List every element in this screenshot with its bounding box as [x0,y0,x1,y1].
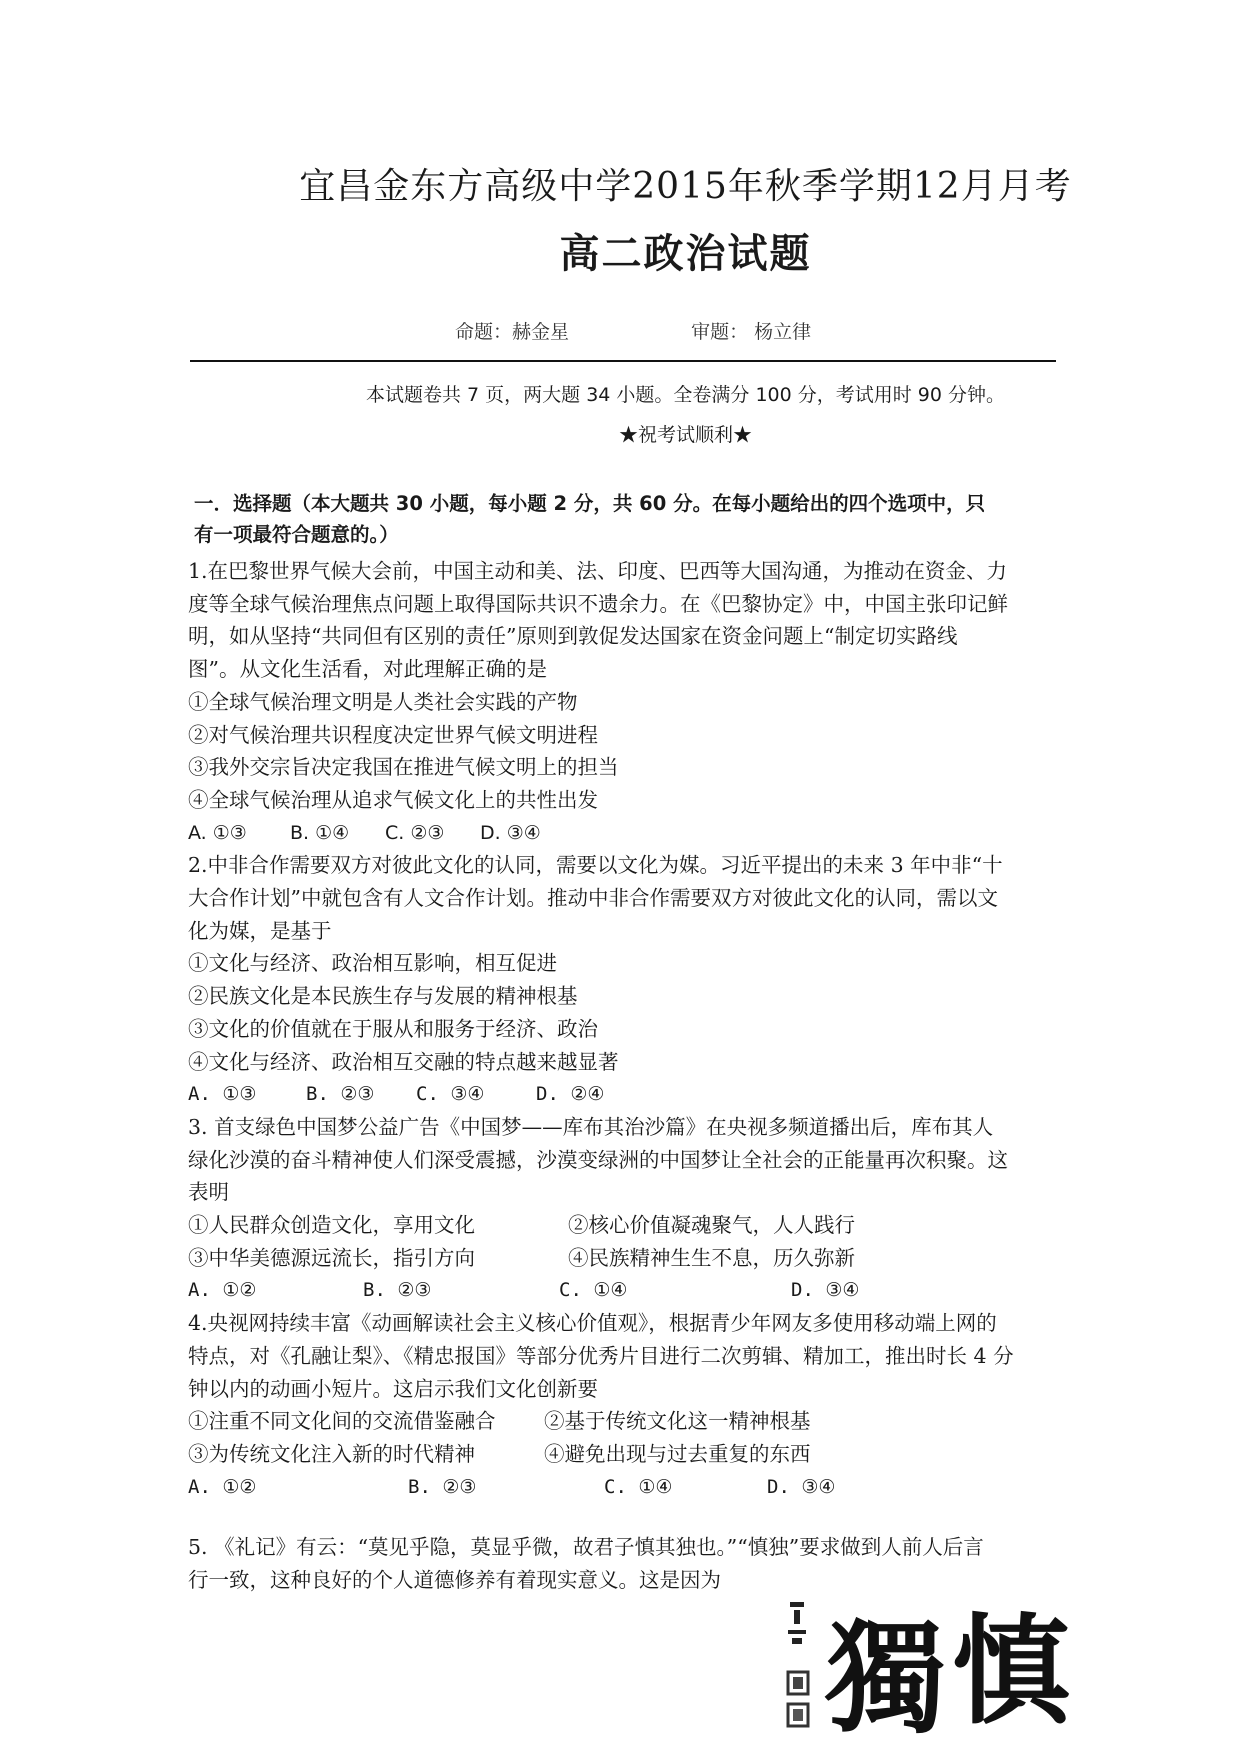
section-heading: 一．选择题（本大题共 30 小题，每小题 2 分，共 60 分。在每小题给出的四个选项中，只 有一项最符合题意的。） [194,492,986,546]
reviewer-label: 审题： 杨立律 [691,321,812,343]
statement-item: ④避免出现与过去重复的东西 [544,1441,811,1466]
option-b: B. ②③ [306,1083,375,1106]
seal-small-inscription [788,1602,808,1726]
statement-row [188,1405,1060,1438]
statement-item: ②民族文化是本民族生存与发展的精神根基 [188,984,578,1009]
statement-item: ②对气候治理共识程度决定世界气候文明进程 [188,722,598,747]
question-2 [188,849,1060,1111]
statement-item: ①文化与经济、政治相互影响，相互促进 [188,951,557,976]
question-text: 图”。从文化生活看，对此理解正确的是 [188,657,547,682]
statement-item: ③文化的价值就在于服从和服务于经济、政治 [188,1016,598,1041]
option-d: D. ②④ [536,1083,605,1106]
question-4 [188,1307,1060,1503]
statement-item: ③为传统文化注入新的时代精神 [188,1441,475,1466]
statement-row [188,1438,1060,1471]
option-b: B. ②③ [408,1475,477,1498]
option-a: A. ①③ [188,821,247,844]
question-text: 5. 《礼记》有云：“莫见乎隐，莫显乎微，故君子慎其独也。”“慎独”要求做到人前人后言 [188,1535,984,1560]
calligraphy-image [780,1580,1080,1745]
statement-item: ③我外交宗旨决定我国在推进气候文明上的担当 [188,755,619,780]
question-text: 3. 首支绿色中国梦公益广告《中国梦——库布其治沙篇》在央视多频道播出后，库布其人 [188,1114,994,1139]
statement-item: ①注重不同文化间的交流借鉴融合 [188,1409,496,1434]
option-a: A. ①② [188,1475,257,1498]
exam-content [188,488,1060,1597]
exam-wish: ★祝考试顺利★ [618,424,752,446]
question-text: 化为媒，是基于 [188,918,332,943]
statement-item: ②核心价值凝魂聚气，人人践行 [568,1213,855,1238]
question-3 [188,1111,1060,1307]
question-text: 明，如从坚持“共同但有区别的责任”原则到敦促发达国家在资金问题上“制定切实路线 [188,624,958,649]
exam-subtitle: 高二政治试题 [559,231,812,277]
question-1 [188,555,1060,849]
seal-char-shen: 慎 [952,1601,1071,1740]
question-text: 绿化沙漠的奋斗精神使人们深受震撼，沙漠变绿洲的中国梦让全社会的正能量再次积聚。这 [188,1147,1008,1172]
statement-row [188,1209,1060,1242]
question-text: 行一致，这种良好的个人道德修养有着现实意义。这是因为 [188,1568,721,1593]
option-b: B. ①④ [290,821,350,844]
question-text: 1.在巴黎世界气候大会前，中国主动和美、法、印度、巴西等大国沟通，为推动在资金、力 [188,559,1008,583]
option-c: C. ②③ [385,821,445,844]
statement-item: ④文化与经济、政治相互交融的特点越来越显著 [188,1049,619,1074]
statement-item: ④民族精神生生不息，历久弥新 [568,1245,855,1270]
option-d: D. ③④ [791,1279,860,1302]
question-text: 特点，对《孔融让梨》、《精忠报国》等部分优秀片目进行二次剪辑、精加工，推出时长 4 分 [188,1343,1014,1368]
header-divider [190,360,1056,362]
option-d: D. ③④ [480,821,541,844]
exam-info: 本试题卷共 7 页，两大题 34 小题。全卷满分 100 分，考试用时 90 分钟。 [365,384,1006,406]
statement-item: ①全球气候治理文明是人类社会实践的产物 [188,689,578,714]
question-text: 4.央视网持续丰富《动画解读社会主义核心价值观》，根据青少年网友多使用移动端上网的 [188,1311,997,1336]
statement-row [188,1242,1060,1275]
option-a: A. ①③ [188,1083,257,1106]
option-c: C. ①④ [604,1475,673,1498]
statement-item: ④全球气候治理从追求气候文化上的共性出发 [188,787,598,812]
question-text: 度等全球气候治理焦点问题上取得国际共识不遗余力。在《巴黎协定》中，中国主张印记鲜 [188,591,1008,616]
question-text: 大合作计划”中就包含有人文合作计划。推动中非合作需要双方对彼此文化的认同，需以文 [188,886,998,911]
statement-item: ①人民群众创造文化，享用文化 [188,1213,475,1238]
answer-options [188,817,1060,850]
answer-options [188,1274,1060,1307]
answer-options [188,1078,1060,1111]
option-b: B. ②③ [363,1279,432,1302]
option-c: C. ①④ [559,1279,628,1302]
option-d: D. ③④ [767,1475,836,1498]
option-a: A. ①② [188,1279,257,1302]
question-text: 钟以内的动画小短片。这启示我们文化创新要 [188,1376,598,1401]
exam-title: 宜昌金东方高级中学2015年秋季学期12月月考 [299,166,1072,207]
question-text: 表明 [188,1180,229,1205]
author-label: 命题：赫金星 [455,321,570,343]
seal-char-du: 獨 [826,1608,946,1745]
question-text: 2.中非合作需要双方对彼此文化的认同，需要以文化为媒。习近平提出的未来 3 年中非“十 [188,853,1003,878]
answer-options [188,1471,1060,1504]
statement-item: ②基于传统文化这一精神根基 [544,1409,811,1434]
authors-line [455,317,811,344]
statement-item: ③中华美德源远流长，指引方向 [188,1245,475,1270]
option-c: C. ③④ [416,1083,485,1106]
